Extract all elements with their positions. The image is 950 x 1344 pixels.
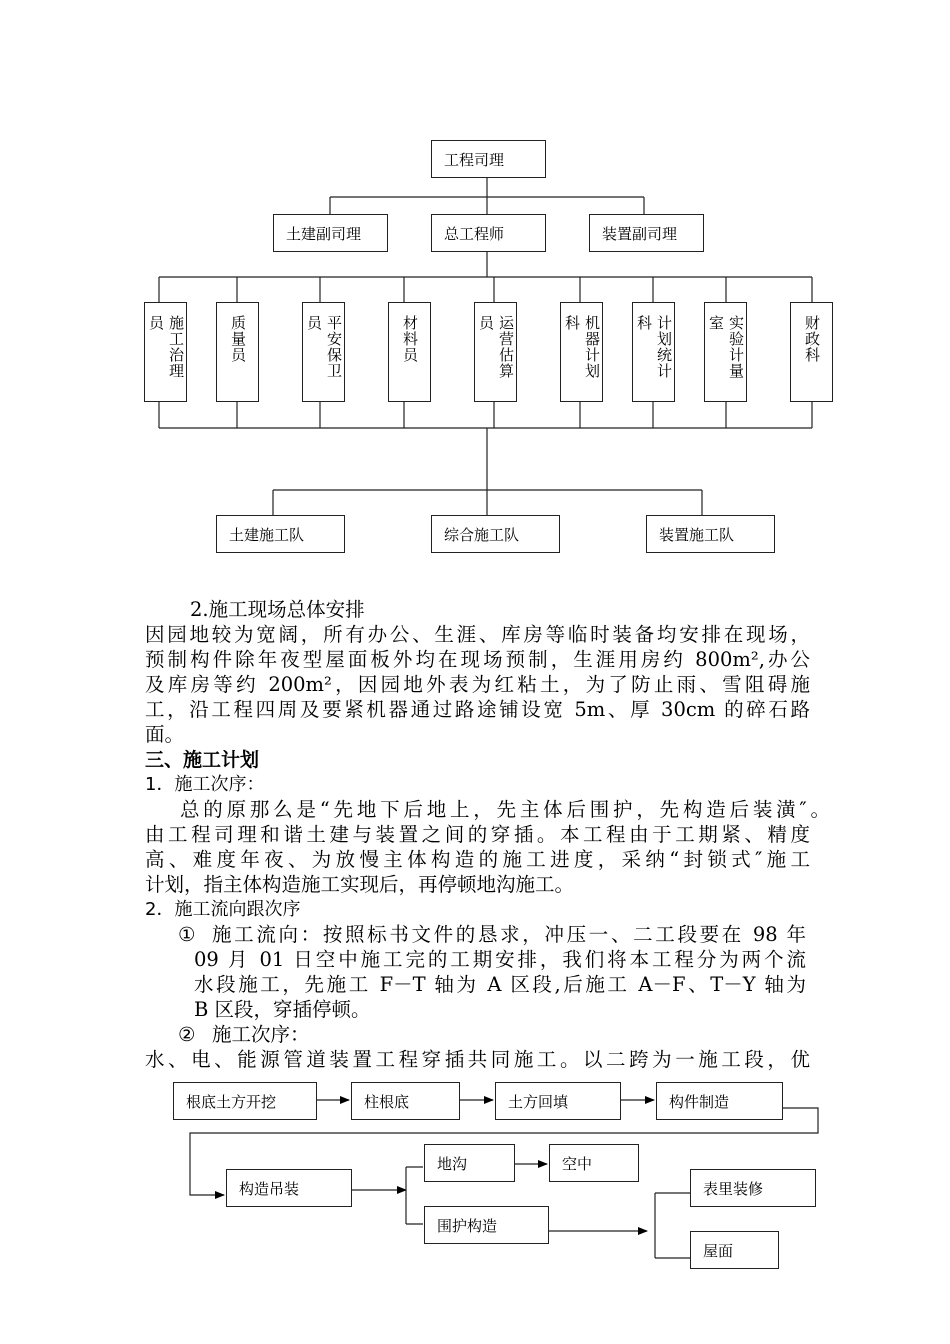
dept-label: 科 [635,315,653,331]
dept-label: 财政科 [803,315,821,363]
team-label: 土建施工队 [229,525,305,544]
flow-step-box [690,1169,816,1207]
paragraph-line: 由工程司理和谐土建与装置之间的穿插。本工程由于工期紧、精度 [145,823,810,846]
paragraph-line: 计划，指主体构造施工实现后，再停顿地沟施工。 [145,873,575,896]
dept-label: 科 [563,315,581,331]
section-heading: 三、施工计划 [145,749,260,771]
list-item-line: 水段施工，先施工 F－T 轴为 A 区段,后施工 A－F、T－Y 轴为 [194,973,806,996]
list-item-line: 09 月 01 日空中施工完的工期安排，我们将本工程分为两个流 [194,948,806,971]
flow-step-box [495,1082,621,1120]
dept-label: 平安保卫 [325,315,343,379]
dept-label: 机器计划 [583,315,601,379]
dept-label: 运营估算 [497,315,515,379]
team-box [646,515,775,553]
org-top-label: 工程司理 [444,150,505,169]
dept-box [704,302,747,402]
dept-label: 室 [707,315,725,331]
team-box [216,515,345,553]
flow-step-label: 围护构造 [437,1216,498,1235]
list-item-line: 施工流向：按照标书文件的恳求，冲压一、二工段要在 98 年 [212,923,806,946]
list-marker: ② [178,1023,196,1046]
dept-box [388,302,431,402]
list-item-line: 施工次序： [212,1023,310,1046]
flow-step-label: 柱根底 [364,1092,410,1111]
list-item-line: B 区段，穿插停顿。 [194,998,371,1021]
dept-box [474,302,517,402]
paragraph-line: 高、难度年夜、为放慢主体构造的施工进度，采纳“封锁式″施工 [145,848,810,871]
dept-box [216,302,259,402]
flow-step-box [690,1231,779,1269]
dept-label: 计划统计 [655,315,673,379]
flow-step-box [226,1169,352,1207]
flow-step-label: 土方回填 [508,1092,569,1111]
paragraph-line: 预制构件除年夜型屋面板外均在现场预制，生涯用房约 800m²,办公 [145,648,810,671]
dept-label: 质量员 [229,315,247,363]
dept-label: 员 [147,315,165,331]
team-label: 综合施工队 [444,525,520,544]
org-level2-label: 总工程师 [444,224,505,243]
dept-box [302,302,345,402]
org-level2-box [273,214,388,252]
dept-label: 员 [477,315,495,331]
org-level2-box [431,214,546,252]
dept-label: 实验计量 [727,315,745,379]
team-label: 装置施工队 [659,525,735,544]
dept-box [632,302,675,402]
flow-step-label: 表里装修 [703,1179,764,1198]
flow-step-box [351,1082,460,1120]
flow-step-box [424,1206,549,1244]
org-level2-label: 装置副司理 [602,224,678,243]
dept-label: 员 [305,315,323,331]
flow-step-box [656,1082,783,1120]
flow-step-label: 屋面 [703,1241,734,1260]
subheading: 2．施工流向跟次序 [145,899,301,920]
flow-step-label: 地沟 [437,1154,468,1173]
paragraph-line: 水、电、能源管道装置工程穿插共同施工。以二跨为一施工段，优 [145,1048,810,1071]
dept-box [790,302,833,402]
paragraph-line: 面。 [145,723,185,746]
paragraph-line: 工，沿工程四周及要紧机器通过路途铺设宽 5m、厚 30cm 的碎石路 [145,698,810,721]
flow-step-label: 根底土方开挖 [186,1092,277,1111]
org-top-box [431,140,546,178]
subheading: 1．施工次序： [145,774,265,795]
paragraph-line: 因园地较为宽阔，所有办公、生涯、库房等临时装备均安排在现场， [145,623,810,646]
flow-step-box [173,1082,317,1120]
paragraph-line: 总的原那么是“先地下后地上，先主体后围护，先构造后装潢″。 [180,798,830,821]
dept-label: 施工治理 [167,315,185,379]
flow-step-label: 构件制造 [669,1092,730,1111]
flow-step-label: 构造吊装 [239,1179,300,1198]
dept-box [144,302,187,402]
flow-step-label: 空中 [562,1154,593,1173]
dept-label: 材料员 [401,315,419,363]
org-level2-label: 土建副司理 [286,224,362,243]
dept-box [560,302,603,402]
list-marker: ① [178,923,196,946]
team-box [431,515,560,553]
org-level2-box [589,214,704,252]
section-title-site: 2.施工现场总体安排 [190,598,365,621]
paragraph-line: 及库房等约 200m²，因园地外表为红粘土，为了防止雨、雪阻碍施 [145,673,810,696]
flow-step-box [549,1144,639,1182]
flow-step-box [424,1144,515,1182]
